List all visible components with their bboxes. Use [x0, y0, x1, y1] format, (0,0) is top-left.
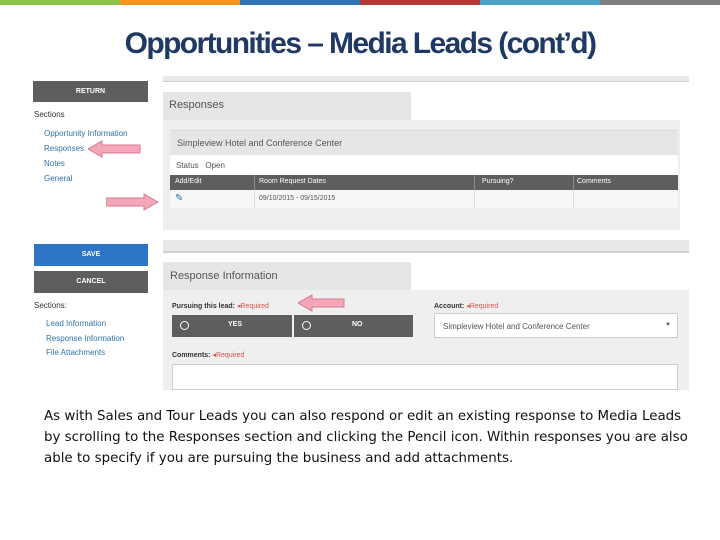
col-header-room-request-dates: Room Request Dates — [259, 178, 326, 185]
cancel-button[interactable]: CANCEL — [34, 271, 148, 293]
row-dates: 09/10/2015 - 09/15/2015 — [259, 195, 336, 202]
panel-strip — [163, 76, 689, 82]
responses-header — [163, 92, 411, 120]
radio-icon[interactable] — [302, 321, 311, 330]
pointer-arrow-icon — [106, 193, 160, 211]
nav-link-responses[interactable]: Responses — [44, 144, 85, 153]
status-row — [170, 155, 678, 175]
required-flag: ◂Required — [236, 303, 269, 310]
chevron-down-icon[interactable]: ▼ — [665, 322, 671, 328]
response-card — [163, 120, 680, 230]
panel-strip — [163, 240, 689, 252]
slide-title: Opportunities – Media Leads (cont’d) — [124, 27, 596, 60]
nav-link-general[interactable]: General — [44, 174, 73, 183]
response-information-panel — [163, 240, 689, 390]
responses-screenshot — [32, 76, 688, 254]
hotel-name: Simpleview Hotel and Conference Center — [177, 138, 343, 148]
nav-link-lead-information[interactable]: Lead Information — [46, 319, 107, 328]
status-value: Open — [205, 161, 225, 170]
comments-field[interactable] — [172, 364, 678, 390]
body-text: As with Sales and Tour Leads you can also respond or edit an existing response to Media Leads by scrolling to the Responses section and clicking the Pencil icon. Within responses you are also able to specify if you are pursuing the business and add attachments. — [44, 409, 688, 466]
account-select[interactable] — [434, 313, 678, 338]
nav-link-response-information[interactable]: Response Information — [46, 334, 125, 343]
nav-link-opportunity-information[interactable]: Opportunity Information — [44, 129, 128, 138]
pencil-icon[interactable]: ✎ — [175, 193, 184, 204]
col-header-add-edit: Add/Edit — [175, 178, 202, 185]
responses-title: Responses — [169, 99, 225, 111]
no-label: NO — [352, 321, 363, 328]
account-value: Simpleview Hotel and Conference Center — [443, 322, 590, 331]
radio-icon[interactable] — [180, 321, 189, 330]
responses-table-header — [170, 175, 678, 190]
top-color-bar — [0, 0, 720, 5]
save-button[interactable]: SAVE — [34, 244, 148, 266]
col-header-comments: Comments — [577, 178, 611, 185]
nav-link-notes[interactable]: Notes — [44, 159, 65, 168]
pointer-arrow-icon — [298, 294, 346, 312]
hotel-header — [170, 130, 678, 155]
responses-panel — [163, 76, 689, 254]
sections-label: Sections: — [34, 301, 67, 310]
required-flag: ◂Required — [466, 303, 499, 310]
comments-label: Comments: ◂Required — [172, 352, 245, 359]
status-text — [176, 161, 225, 170]
nav-link-file-attachments[interactable]: File Attachments — [46, 348, 106, 357]
status-label: Status — [176, 161, 199, 170]
return-button[interactable]: RETURN — [33, 81, 148, 102]
yes-label: YES — [228, 321, 243, 328]
response-information-header — [163, 262, 411, 290]
response-information-screenshot — [32, 240, 688, 390]
pointer-arrow-icon — [88, 140, 142, 158]
account-label: Account: ◂Required — [434, 303, 499, 310]
pursuing-label: Pursuing this lead: ◂Required — [172, 303, 269, 310]
sections-label: Sections — [34, 110, 65, 119]
pursuing-no-option[interactable] — [294, 315, 413, 337]
pursuing-yes-option[interactable] — [172, 315, 292, 337]
required-flag: ◂Required — [212, 352, 245, 359]
response-information-title: Response Information — [170, 270, 278, 282]
table-row — [170, 190, 678, 208]
col-header-pursuing: Pursuing? — [482, 178, 514, 185]
